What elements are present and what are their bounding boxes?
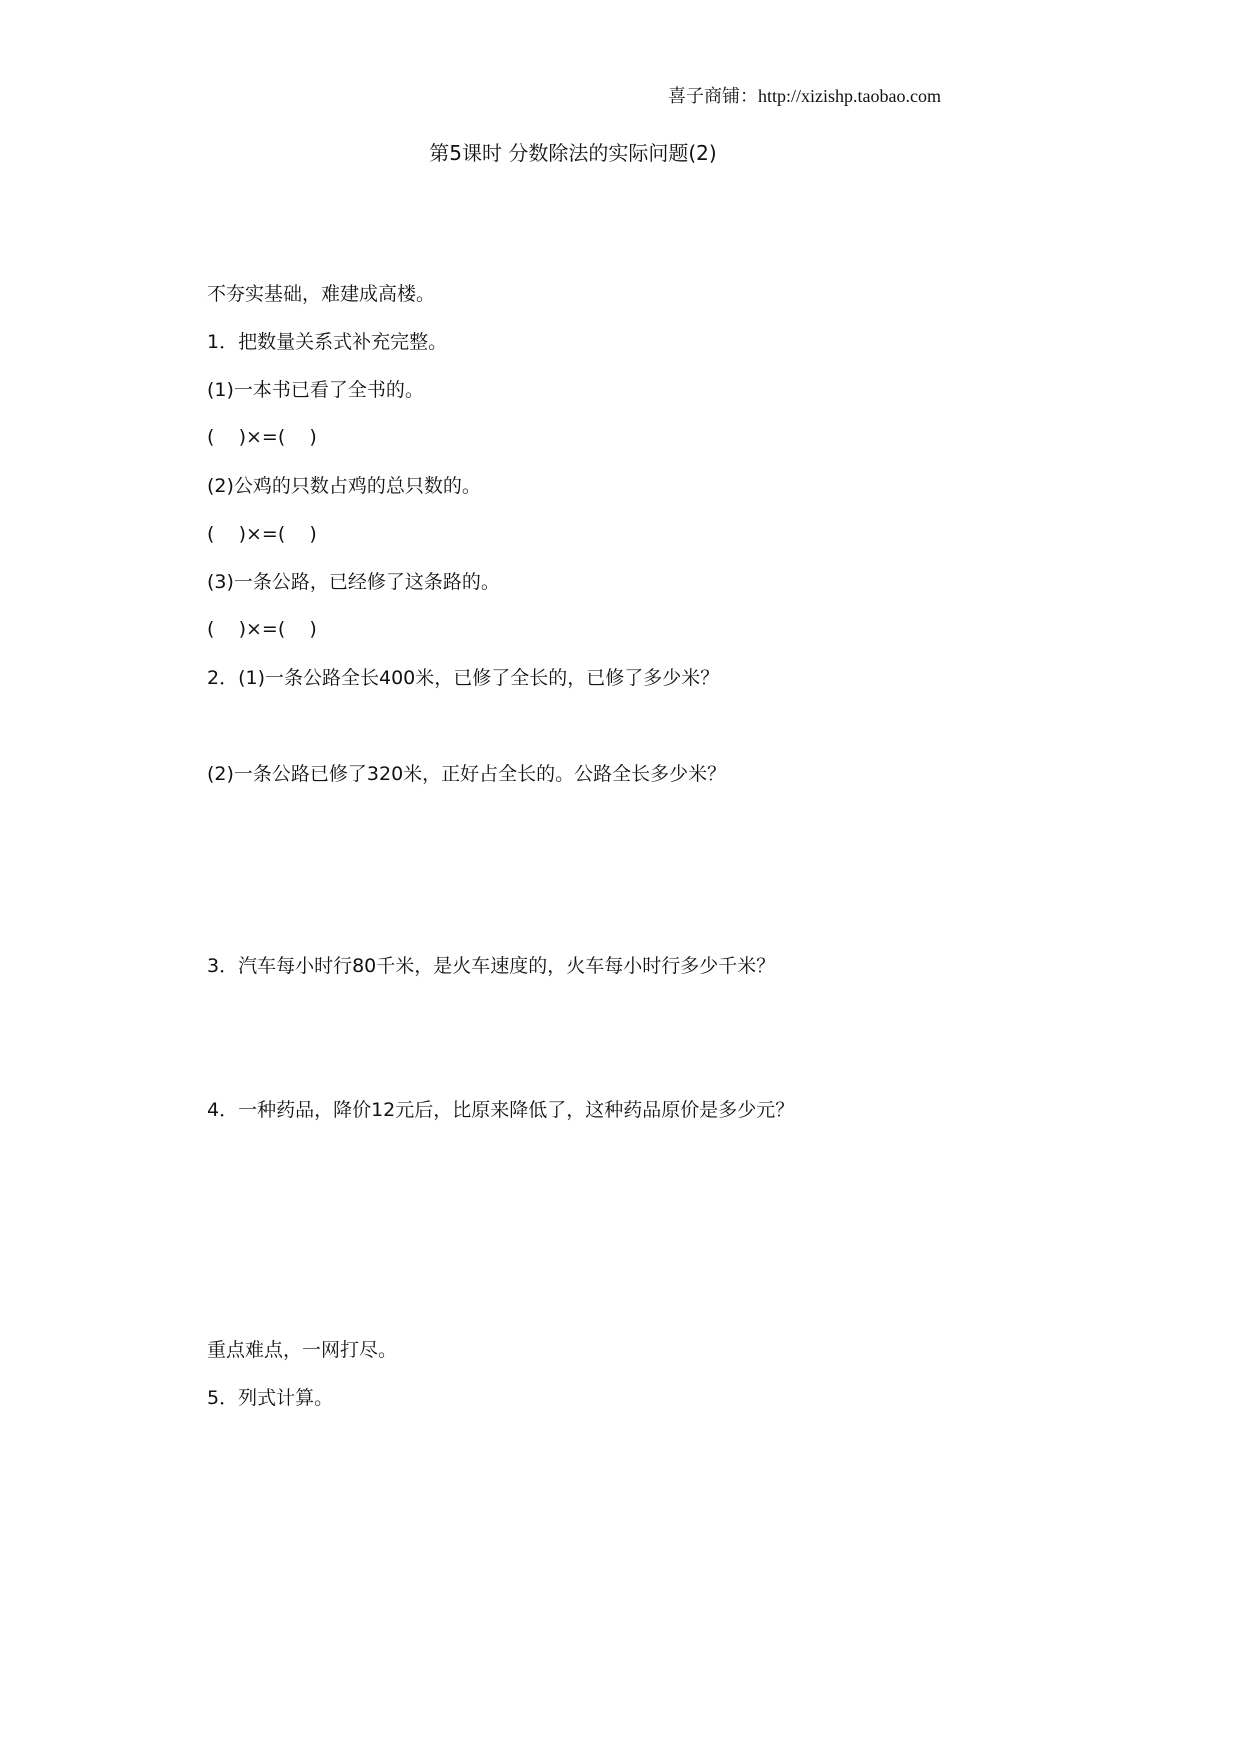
question-1-2: (2)公鸡的只数占鸡的总只数的。	[207, 475, 481, 497]
formula-blank-2: ( )×=( )	[207, 523, 317, 545]
formula-blank-3: ( )×=( )	[207, 618, 317, 640]
formula-blank-1: ( )×=( )	[207, 426, 317, 448]
question-1-3: (3)一条公路，已经修了这条路的。	[207, 571, 500, 593]
question-1-1: (1)一本书已看了全书的。	[207, 379, 424, 401]
section-heading-key-points: 重点难点，一网打尽。	[207, 1339, 398, 1361]
page-header: 喜子商铺：http://xizishp.taobao.com	[668, 86, 941, 106]
question-2-1: 2．(1)一条公路全长400米，已修了全长的，已修了多少米？	[207, 667, 720, 689]
section-heading-basics: 不夯实基础，难建成高楼。	[207, 283, 436, 305]
question-4: 4．一种药品，降价12元后，比原来降低了，这种药品原价是多少元？	[207, 1099, 795, 1121]
question-2-2: (2)一条公路已修了320米，正好占全长的。公路全长多少米？	[207, 763, 727, 785]
page-title: 第5课时 分数除法的实际问题(2)	[429, 141, 717, 165]
question-1: 1．把数量关系式补充完整。	[207, 331, 448, 353]
question-5: 5．列式计算。	[207, 1387, 334, 1409]
question-3: 3．汽车每小时行80千米，是火车速度的，火车每小时行多少千米？	[207, 955, 776, 977]
